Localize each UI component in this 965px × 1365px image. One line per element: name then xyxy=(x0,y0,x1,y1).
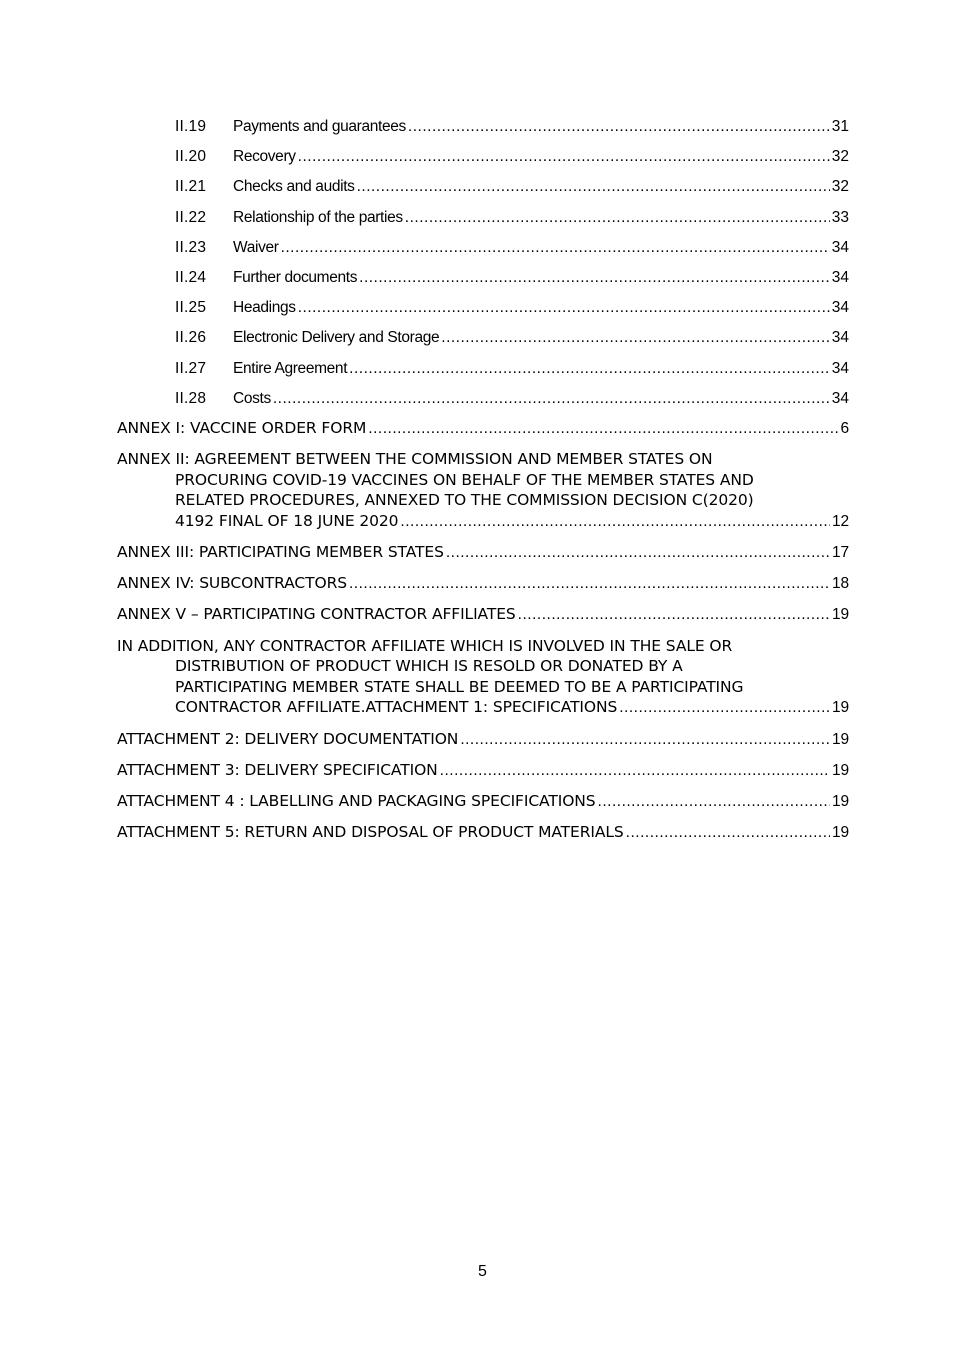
toc-entry-ii-23[interactable] xyxy=(117,237,849,267)
toc-entry-title: CONTRACTOR AFFILIATE.ATTACHMENT 1: SPECIFICATIONS xyxy=(175,698,618,717)
toc-entry-page: 19 xyxy=(831,824,849,842)
dot-leader xyxy=(359,267,830,289)
toc-entry-page: 19 xyxy=(831,606,849,624)
toc-entry-title: ANNEX V – PARTICIPATING CONTRACTOR AFFILIATES xyxy=(117,605,516,624)
toc-entry-title: Recovery xyxy=(233,148,296,166)
toc-entry-page: 34 xyxy=(831,389,849,407)
toc-entry-number: II.23 xyxy=(175,238,207,256)
toc-entry-page: 18 xyxy=(831,575,849,593)
toc-entry-title: Checks and audits xyxy=(233,178,355,196)
toc-entry-title: 4192 FINAL OF 18 JUNE 2020 xyxy=(175,511,399,530)
toc-entry-title-line: PROCURING COVID-19 VACCINES ON BEHALF OF THE MEMBER STATES AND xyxy=(175,470,754,489)
dot-leader xyxy=(446,542,830,564)
dot-leader xyxy=(408,116,830,138)
toc-entry-annex-ii[interactable] xyxy=(117,449,849,532)
dot-leader xyxy=(619,697,830,719)
dot-leader xyxy=(357,176,830,198)
toc-entry-number: II.24 xyxy=(175,268,207,286)
toc-entry-attachment-4[interactable] xyxy=(117,791,849,813)
toc-entry-title: Headings xyxy=(233,299,296,317)
toc-entry-annex-i[interactable] xyxy=(117,418,849,440)
toc-entry-title: Payments and guarantees xyxy=(233,118,406,135)
toc-entry-ii-27[interactable] xyxy=(117,358,849,388)
dot-leader xyxy=(281,237,830,259)
toc-entry-title: ANNEX III: PARTICIPATING MEMBER STATES xyxy=(117,543,444,562)
dot-leader xyxy=(368,418,838,440)
toc-entry-title: ANNEX I: VACCINE ORDER FORM xyxy=(117,418,367,437)
toc-entry-ii-28[interactable] xyxy=(117,388,849,418)
toc-entry-page: 17 xyxy=(831,544,849,562)
toc-entry-page: 32 xyxy=(831,178,849,196)
toc-entry-title: ATTACHMENT 2: DELIVERY DOCUMENTATION xyxy=(117,729,459,748)
toc-entry-page: 34 xyxy=(831,329,849,347)
toc-entry-page: 19 xyxy=(831,792,849,810)
dot-leader xyxy=(441,327,829,349)
dot-leader xyxy=(349,573,830,595)
toc-entry-attachment-3[interactable] xyxy=(117,760,849,782)
dot-leader xyxy=(298,146,830,168)
dot-leader xyxy=(349,358,830,380)
toc-entry-number: II.28 xyxy=(175,389,207,407)
toc-entry-ii-26[interactable] xyxy=(117,327,849,357)
dot-leader xyxy=(460,729,830,751)
toc-entry-attachment-2[interactable] xyxy=(117,729,849,751)
dot-leader xyxy=(405,207,830,229)
toc-entry-number: II.21 xyxy=(175,178,207,196)
toc-entry-page: 31 xyxy=(831,118,849,135)
toc-entry-title-line: IN ADDITION, ANY CONTRACTOR AFFILIATE WHICH IS INVOLVED IN THE SALE OR xyxy=(117,636,733,655)
dot-leader xyxy=(400,511,830,533)
toc-entry-page: 19 xyxy=(831,761,849,779)
dot-leader xyxy=(298,297,830,319)
toc-entry-page: 33 xyxy=(831,208,849,226)
toc-entry-title-line: PARTICIPATING MEMBER STATE SHALL BE DEEMED TO BE A PARTICIPATING xyxy=(175,677,744,696)
toc-entry-page: 19 xyxy=(831,730,849,748)
toc-entry-title: ATTACHMENT 5: RETURN AND DISPOSAL OF PRODUCT MATERIALS xyxy=(117,823,624,842)
toc-entry-page: 34 xyxy=(831,359,849,377)
toc-entry-annex-iii[interactable] xyxy=(117,542,849,564)
toc-entry-ii-20[interactable] xyxy=(117,146,849,176)
toc-entry-title: Waiver xyxy=(233,238,279,256)
toc-entry-title: ATTACHMENT 4 : LABELLING AND PACKAGING SPECIFICATIONS xyxy=(117,791,596,810)
toc-entry-number: II.19 xyxy=(175,118,207,135)
toc-entry-ii-24[interactable] xyxy=(117,267,849,297)
toc-entry-title: Further documents xyxy=(233,268,358,286)
toc-entry-title: ANNEX IV: SUBCONTRACTORS xyxy=(117,574,347,593)
toc-entry-ii-19[interactable] xyxy=(117,116,849,146)
toc-entry-title: Relationship of the parties xyxy=(233,208,403,226)
toc-entry-annex-iv[interactable] xyxy=(117,573,849,595)
toc-entry-title: Costs xyxy=(233,389,271,407)
toc-entry-number: II.27 xyxy=(175,359,207,377)
toc-entry-page: 32 xyxy=(831,148,849,166)
toc-entry-page: 6 xyxy=(840,419,849,437)
toc-entry-number: II.26 xyxy=(175,329,207,347)
dot-leader xyxy=(626,822,830,844)
dot-leader xyxy=(273,388,830,410)
toc-entry-title-line: ANNEX II: AGREEMENT BETWEEN THE COMMISSION AND MEMBER STATES ON xyxy=(117,450,713,469)
toc-entry-title-line: DISTRIBUTION OF PRODUCT WHICH IS RESOLD OR DONATED BY A xyxy=(175,657,683,676)
toc-entry-title: Electronic Delivery and Storage xyxy=(233,329,440,347)
toc-entry-page: 34 xyxy=(831,299,849,317)
table-of-contents xyxy=(117,116,849,853)
toc-entry-page: 12 xyxy=(831,512,849,530)
toc-entry-title: ATTACHMENT 3: DELIVERY SPECIFICATION xyxy=(117,760,438,779)
toc-entry-number: II.20 xyxy=(175,148,207,166)
toc-entry-page: 34 xyxy=(831,238,849,256)
dot-leader xyxy=(440,760,830,782)
toc-entry-annex-v[interactable] xyxy=(117,604,849,626)
page-number: 5 xyxy=(478,1263,487,1280)
toc-entry-number: II.25 xyxy=(175,299,207,317)
toc-entry-ii-21[interactable] xyxy=(117,176,849,206)
toc-entry-title-line: RELATED PROCEDURES, ANNEXED TO THE COMMISSION DECISION C(2020) xyxy=(175,491,754,510)
toc-entry-attachment-1[interactable] xyxy=(117,636,849,719)
toc-entry-title: Entire Agreement xyxy=(233,359,348,377)
toc-entry-ii-22[interactable] xyxy=(117,207,849,237)
dot-leader xyxy=(598,791,830,813)
toc-entry-number: II.22 xyxy=(175,208,207,226)
dot-leader xyxy=(518,604,830,626)
toc-entry-ii-25[interactable] xyxy=(117,297,849,327)
toc-entry-attachment-5[interactable] xyxy=(117,822,849,844)
toc-entry-page: 34 xyxy=(831,268,849,286)
toc-entry-page: 19 xyxy=(831,699,849,717)
